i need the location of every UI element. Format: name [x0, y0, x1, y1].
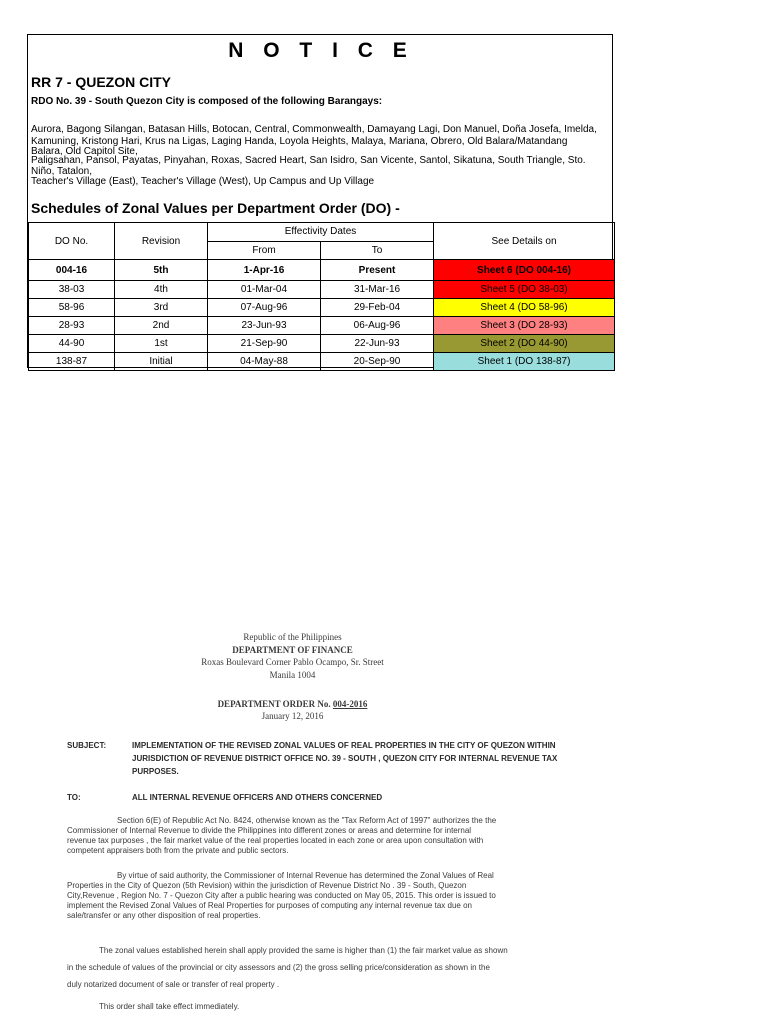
cell-do-no: 38-03 [29, 281, 115, 299]
cell-to: 31-Mar-16 [321, 281, 434, 299]
header-revision: Revision [115, 223, 208, 260]
sheet-link[interactable]: Sheet 5 (DO 38-03) [434, 281, 615, 299]
header-effectivity: Effectivity Dates [208, 223, 434, 242]
cell-do-no: 138-87 [29, 353, 115, 371]
sheet-link[interactable]: Sheet 6 (DO 004-16) [434, 260, 615, 281]
table-row [29, 281, 615, 299]
paragraph-line: Section 6(E) of Republic Act No. 8424, otherwise known as the "Tax Reform Act of 1997" authorizes the the [117, 816, 497, 825]
cell-to: 06-Aug-96 [321, 317, 434, 335]
subject-line: PURPOSES. [132, 767, 179, 776]
notice-title: N O T I C E [228, 39, 414, 62]
table-row [29, 299, 615, 317]
table-row [29, 335, 615, 353]
table-row [29, 317, 615, 335]
region-title: RR 7 - QUEZON CITY [31, 74, 172, 90]
department-city: Manila 1004 [269, 670, 316, 680]
sheet-link[interactable]: Sheet 3 (DO 28-93) [434, 317, 615, 335]
subject-line: JURISDICTION OF REVENUE DISTRICT OFFICE NO. 39 - SOUTH , QUEZON CITY FOR INTERNAL REVENUE TAX [132, 754, 558, 763]
barangay-line: Niño, Tatalon, [31, 166, 92, 177]
barangay-line: Teacher's Village (East), Teacher's Village (West), Up Campus and Up Village [31, 176, 375, 187]
subject-label: SUBJECT: [67, 741, 107, 750]
sheet-link[interactable]: Sheet 2 (DO 44-90) [434, 335, 615, 353]
department-heading: DEPARTMENT OF FINANCE [232, 645, 353, 655]
paragraph-authority [67, 816, 541, 856]
paragraph-effectivity: This order shall take effect immediately. [99, 1002, 240, 1011]
cell-to: Present [321, 260, 434, 281]
paragraph-application [67, 942, 559, 993]
barangay-line: Kamuning, Kristong Hari, Krus na Ligas, Laging Handa, Loyola Heights, Malaya, Mariana, Obrero, Old Balara/Matandang [31, 136, 568, 147]
barangay-line: Paligsahan, Pansol, Payatas, Pinyahan, Roxas, Sacred Heart, San Isidro, San Vicente, Santol, Sikatuna, South Triangle, Sto. [31, 155, 586, 166]
cell-do-no: 28-93 [29, 317, 115, 335]
order-label: DEPARTMENT ORDER No. [217, 699, 331, 709]
header-from: From [208, 241, 321, 260]
paragraph-line: implement the Revised Zonal Values of Real Properties for purposes of computing any internal revenue tax due on [67, 901, 472, 910]
to-label: TO: [67, 793, 81, 802]
notice-box [27, 34, 613, 368]
cell-from: 23-Jun-93 [208, 317, 321, 335]
cell-from: 01-Mar-04 [208, 281, 321, 299]
schedule-table [28, 222, 615, 371]
to-recipients: ALL INTERNAL REVENUE OFFICERS AND OTHERS CONCERNED [132, 793, 383, 802]
paragraph-line: Properties in the City of Quezon (5th Revision) within the jurisdiction of Revenue District No . 39 - South, Quezon [67, 881, 467, 890]
paragraph-line: The zonal values established herein shall apply provided the same is higher than (1) the fair market value as shown [99, 946, 508, 955]
order-number [0, 699, 585, 709]
header-do-no: DO No. [29, 223, 115, 260]
department-address: Roxas Boulevard Corner Pablo Ocampo, Sr. Street [201, 657, 384, 667]
cell-to: 20-Sep-90 [321, 353, 434, 371]
cell-from: 07-Aug-96 [208, 299, 321, 317]
subject-line: IMPLEMENTATION OF THE REVISED ZONAL VALUES OF REAL PROPERTIES IN THE CITY OF QUEZON WITHIN [132, 741, 556, 750]
cell-do-no: 44-90 [29, 335, 115, 353]
cell-from: 04-May-88 [208, 353, 321, 371]
cell-revision: 1st [115, 335, 208, 353]
paragraph-line: duly notarized document of sale or transfer of real property . [67, 980, 280, 989]
paragraph-determination [67, 871, 541, 921]
barangay-line: Balara, Old Capitol Site, [31, 146, 138, 157]
order-date: January 12, 2016 [261, 711, 324, 721]
paragraph-line: competent appraisers both from the private and public sectors. [67, 846, 289, 855]
cell-from: 1-Apr-16 [208, 260, 321, 281]
paragraph-line: revenue tax purposes , the fair market value of the real properties located in each zone or area upon consultation with [67, 836, 484, 845]
header-to: To [321, 241, 434, 260]
paragraph-line: City,Revenue , Region No. 7 - Quezon City after a public hearing was conducted on May 05, 2015. This order is issued to [67, 891, 496, 900]
rdo-description: RDO No. 39 - South Quezon City is composed of the following Barangays: [31, 96, 383, 107]
table-row [29, 260, 615, 281]
header-details: See Details on [434, 223, 615, 260]
cell-to: 22-Jun-93 [321, 335, 434, 353]
sheet-link[interactable]: Sheet 4 (DO 58-96) [434, 299, 615, 317]
cell-revision: 2nd [115, 317, 208, 335]
cell-do-no: 58-96 [29, 299, 115, 317]
republic-heading: Republic of the Philippines [243, 632, 342, 642]
schedules-title: Schedules of Zonal Values per Department Order (DO) - [31, 200, 400, 216]
paragraph-line: Commissioner of Internal Revenue to divide the Philippines into different zones or areas and determine for internal [67, 826, 472, 835]
cell-revision: 4th [115, 281, 208, 299]
barangay-line: Aurora, Bagong Silangan, Batasan Hills, Botocan, Central, Commonwealth, Damayang Lagi, Don Manuel, Doña Josefa, Imelda, [31, 124, 597, 135]
cell-do-no: 004-16 [29, 260, 115, 281]
cell-from: 21-Sep-90 [208, 335, 321, 353]
cell-revision: Initial [115, 353, 208, 371]
cell-revision: 5th [115, 260, 208, 281]
order-no-value: 004-2016 [332, 699, 368, 709]
paragraph-line: By virtue of said authority, the Commissioner of Internal Revenue has determined the Zonal Values of Real [117, 871, 494, 880]
paragraph-line: in the schedule of values of the provincial or city assessors and (2) the gross selling price/consideration as shown in the [67, 963, 490, 972]
sheet-link[interactable]: Sheet 1 (DO 138-87) [434, 353, 615, 371]
cell-revision: 3rd [115, 299, 208, 317]
paragraph-line: sale/transfer or any other disposition of real properties. [67, 911, 261, 920]
table-row [29, 353, 615, 371]
cell-to: 29-Feb-04 [321, 299, 434, 317]
